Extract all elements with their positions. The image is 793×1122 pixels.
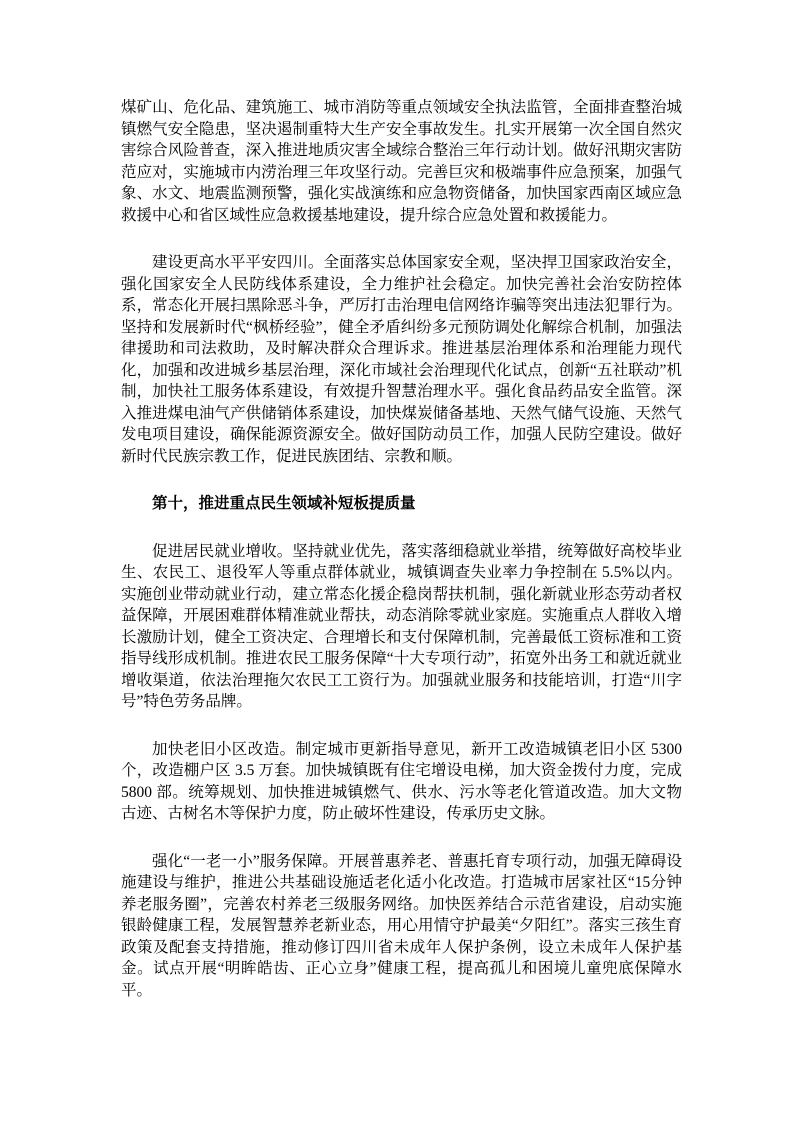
section-heading-tenth: 第十，推进重点民生领域补短板提质量 [152, 495, 416, 512]
paragraph-old-community-renovation: 加快老旧小区改造。制定城市更新指导意见，新开工改造城镇老旧小区 5300 个，改造棚户区 3.5 万套。加快城镇既有住宅增设电梯，加大资金拨付力度，完成 5800 部。统筹规划、加快推进城镇燃气、供水、污水等老化管道改造。加大文物古迹、古树名木等保护力度，防止破坏性建设，传承历史文脉。 [121, 740, 682, 822]
paragraph-elderly-and-children-services: 强化“一老一小”服务保障。开展普惠养老、普惠托育专项行动，加强无障碍设施建设与维护，推进公共基础设施适老化适小化改造。打造城市居家社区“15分钟养老服务圈”，完善农村养老三级服务网络。加快医养结合示范省建设，启动实施银龄健康工程，发展智慧养老新业态，用心用情守护最美“夕阳红”。落实三孩生育政策及配套支持措施，推动修订四川省未成年人保护条例，设立未成年人保护基金。试点开展“明眸皓齿、正心立身”健康工程，提高孤儿和困境儿童兜底保障水平。 [121, 852, 682, 999]
paragraph-peaceful-sichuan: 建设更高水平平安四川。全面落实总体国家安全观，坚决捍卫国家政治安全，强化国家安全人民防线体系建设，全力维护社会稳定。加快完善社会治安防控体系，常态化开展扫黑除恶斗争，严厉打击治理电信网络诈骗等突出违法犯罪行为。坚持和发展新时代“枫桥经验”，健全矛盾纠纷多元预防调处化解综合机制，加强法律援助和司法救助，及时解决群众合理诉求。推进基层治理体系和治理能力现代化，加强和改进城乡基层治理，深化市域社会治理现代化试点，创新“五社联动”机制，加快社工服务体系建设，有效提升智慧治理水平。强化食品药品安全监管。深入推进煤电油气产供储销体系建设，加快煤炭储备基地、天然气储气设施、天然气发电项目建设，确保能源资源安全。做好国防动员工作，加强人民防空建设。做好新时代民族宗教工作，促进民族团结、宗教和顺。 [121, 254, 682, 465]
paragraph-safety-enforcement: 煤矿山、危化品、建筑施工、城市消防等重点领域安全执法监管，全面排查整治城镇燃气安全隐患，坚决遏制重特大生产安全事故发生。扎实开展第一次全国自然灾害综合风险普查，深入推进地质灾害全域综合整治三年行动计划。做好汛期灾害防范应对，实施城市内涝治理三年攻坚行动。完善巨灾和极端事件应急预案，加强气象、水文、地震监测预警，强化实战演练和应急物资储备，加快国家西南区域应急救援中心和省区域性应急救援基地建设，提升综合应急处置和救援能力。 [121, 99, 682, 224]
paragraph-employment-income: 促进居民就业增收。坚持就业优先，落实落细稳就业举措，统筹做好高校毕业生、农民工、退役军人等重点群体就业，城镇调查失业率力争控制在 5.5%以内。实施创业带动就业行动，建立常态化援企稳岗帮扶机制，强化新就业形态劳动者权益保障，开展困难群体精准就业帮扶，动态消除零就业家庭。实施重点人群收入增长激励计划，健全工资决定、合理增长和支付保障机制，完善最低工资标准和工资指导线形成机制。推进农民工服务保障“十大专项行动”，拓宽外出务工和就近就业增收渠道，依法治理拖欠农民工工资行为。加强就业服务和技能培训，打造“川字号”特色劳务品牌。 [121, 542, 682, 710]
